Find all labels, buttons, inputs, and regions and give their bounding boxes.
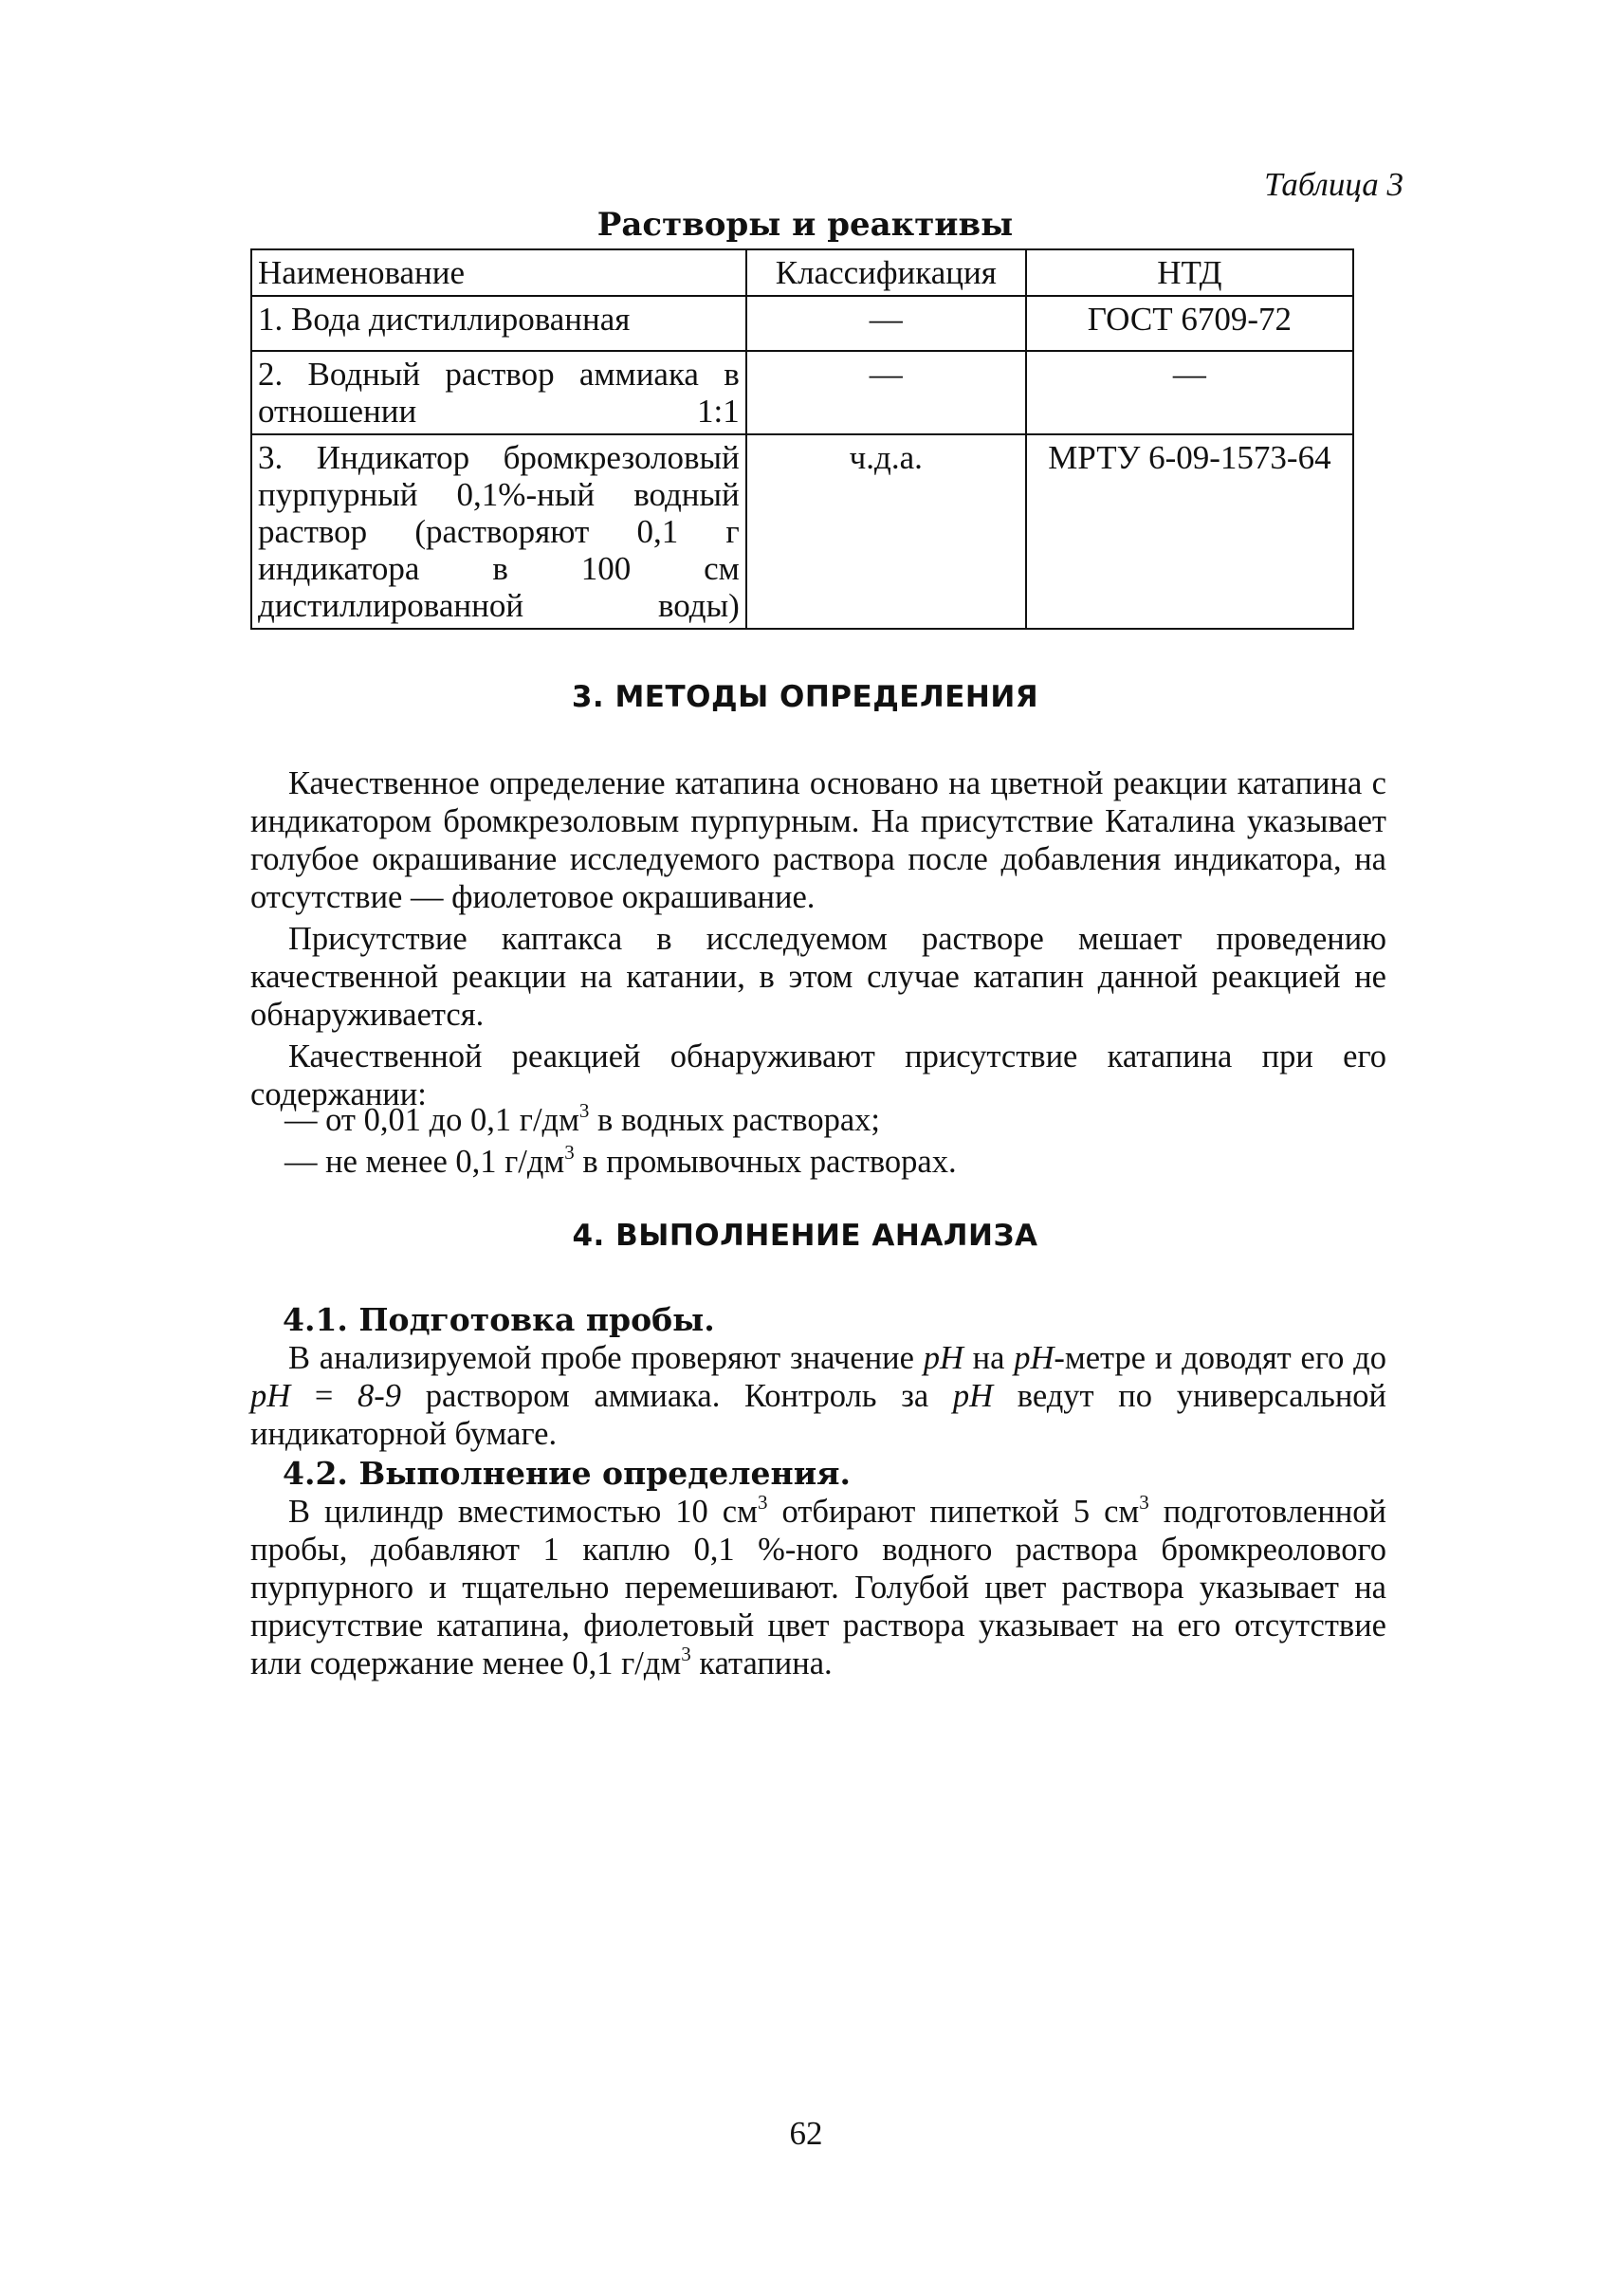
- superscript: 3: [1139, 1491, 1149, 1514]
- table-row: [251, 434, 1353, 629]
- ph-term: pH: [250, 1378, 291, 1414]
- table-cell: 1. Вода дистиллированная: [251, 296, 746, 351]
- table-row: [251, 296, 1353, 351]
- text: отбирают пипеткой 5 см: [767, 1494, 1140, 1530]
- subsection-heading: 4.1. Подготовка пробы.: [283, 1301, 715, 1338]
- paragraph: [250, 1339, 1386, 1453]
- table-header-cell: НТД: [1026, 249, 1353, 296]
- table-header-row: [251, 249, 1353, 296]
- superscript: 3: [681, 1643, 691, 1665]
- text: В цилиндр вместимостью 10 см: [288, 1494, 758, 1530]
- superscript: 3: [564, 1141, 575, 1164]
- list-item: [284, 1099, 880, 1139]
- ph-term: pH: [923, 1340, 963, 1376]
- reagents-table: [250, 248, 1354, 630]
- table-cell: —: [746, 296, 1026, 351]
- text: подготовленной пробы, добавляют 1 каплю 0,1 %-ного водного раствора бромкреолового пурпурного и тщательно перемешивают. Голубой цвет раствора указывает на присутствие катапина, фиолетовый цвет раствора указывает на его отсутствие или содержание менее 0,1 г/дм: [250, 1494, 1386, 1681]
- text: ведут по универсальной индикаторной бумаге.: [250, 1378, 1386, 1452]
- table-row: [251, 351, 1353, 434]
- ph-term: pH: [1014, 1340, 1055, 1376]
- list-item: [284, 1141, 957, 1181]
- ph-value: 8-9: [358, 1378, 402, 1414]
- list-item-text: — от 0,01 до 0,1 г/дм: [284, 1102, 579, 1138]
- superscript: 3: [757, 1491, 768, 1514]
- table-cell: ГОСТ 6709-72: [1026, 296, 1353, 351]
- table-title: Растворы и реактивы: [596, 206, 1014, 244]
- paragraph: [250, 1493, 1386, 1682]
- text: В анализируемой пробе проверяют значение: [288, 1340, 924, 1376]
- table-cell: МРТУ 6-09-1573-64: [1026, 434, 1353, 629]
- section-4-1-body: [250, 1339, 1386, 1453]
- section-4-2-body: [250, 1493, 1386, 1682]
- section-4-heading: 4. ВЫПОЛНЕНИЕ АНАЛИЗА: [572, 1219, 1038, 1253]
- subsection-heading: 4.2. Выполнение определения.: [283, 1455, 852, 1492]
- paragraph: Качественной реакцией обнаруживают присутствие катапина при его содержании:: [250, 1038, 1386, 1112]
- section-3-body: [250, 764, 1386, 1113]
- text: на: [963, 1340, 1015, 1376]
- text: -метре и доводят его до: [1054, 1340, 1386, 1376]
- paragraph: Качественное определение катапина основано на цветной реакции катапина с индикатором бромкрезоловым пурпурным. На присутствие Каталина указывает голубое окрашивание исследуемого раствора после добавления индикатора, на отсутствие — фиолетовое окрашивание.: [250, 765, 1386, 915]
- table-header-cell: Наименование: [251, 249, 746, 296]
- paragraph: Присутствие каптакса в исследуемом растворе мешает проведению качественной реакции на катании, в этом случае катапин данной реакцией не обнаруживается.: [250, 921, 1386, 1033]
- section-3-heading: 3. МЕТОДЫ ОПРЕДЕЛЕНИЯ: [571, 680, 1039, 714]
- list-item-text: в промывочных растворах.: [574, 1144, 957, 1180]
- text: =: [290, 1378, 358, 1414]
- table-cell: 2. Водный раствор аммиака в отношении 1:1: [251, 351, 746, 434]
- table-cell: —: [746, 351, 1026, 434]
- ph-term: pH: [952, 1378, 994, 1414]
- table-cell: ч.д.а.: [746, 434, 1026, 629]
- text: катапина.: [690, 1645, 833, 1681]
- table-cell: —: [1026, 351, 1353, 434]
- table-cell: 3. Индикатор бромкрезоловый пурпурный 0,1%-ный водный раствор (растворяют 0,1 г индикатора в 100 см дистиллированной воды): [251, 434, 746, 629]
- list-item-text: — не менее 0,1 г/дм: [284, 1144, 565, 1180]
- page-number: 62: [789, 2115, 823, 2152]
- superscript: 3: [578, 1099, 590, 1122]
- table-label: Таблица 3: [1264, 166, 1403, 203]
- text: раствором аммиака. Контроль за: [401, 1378, 953, 1414]
- list-item-text: в водных растворах;: [589, 1102, 880, 1138]
- table-header-cell: Классификация: [746, 249, 1026, 296]
